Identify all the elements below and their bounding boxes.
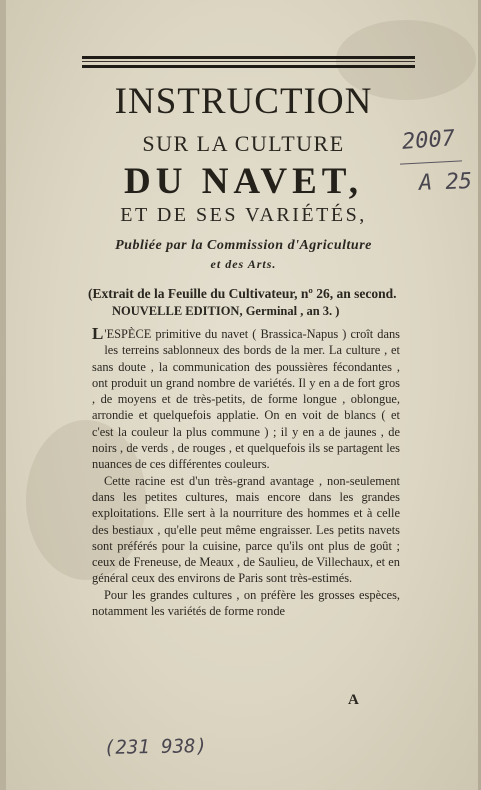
paragraph-1-text: 'ESPÈCE primitive du navet ( Brassica-Napus ) croît dans les terreins sablonneux des bords de la mer. La culture , et sans doute , la communication des poussières fécondantes , ont produit un grand nombre de variétés. Il y en a de fort gros , de moyens et de très-petits, de forme longue , oblongue, arrondie et quelquefois applatie. On en voit de blancs ( et c'est la couleur la plus commune ) ; il y en a de jaunes , de noirs , de verds , de rouges , et quelquefois ils se partagent les nuances de ces différentes couleurs.	[92, 327, 400, 472]
paragraph-3: Pour les grandes cultures , on préfère les grosses espèces, notamment les variétés de forme ronde	[92, 587, 400, 619]
handwritten-shelfmark-top: 2007	[401, 126, 456, 155]
extract-note: (Extrait de la Feuille du Cultivateur, nº 26, an second.	[88, 286, 397, 301]
header-double-rule	[82, 56, 415, 68]
edition-note: NOUVELLE EDITION, Germinal , an 3. )	[112, 304, 340, 318]
publisher-line-2: et des Arts.	[210, 257, 277, 271]
paragraph-2: Cette racine est d'un très-grand avantage , non-seulement dans les petites cultures, mais encore dans les grandes exploitations. Elle sert à la nourriture des hommes et à celle des bestiaux , qu'elle peut même engraisser. Les petits navets sont préférés pour la cuisine, parce qu'ils ont plus de goût ; ceux de Freneuse, de Meaux , de Saulieu, de Villechaux, et en général ceux des environs de Paris sont très-estimés.	[92, 473, 400, 586]
drop-cap: L	[92, 324, 104, 343]
title-line-4: ET DE SES VARIÉTÉS,	[120, 204, 367, 226]
handwritten-shelfmark-bottom: A 25	[418, 169, 473, 196]
publisher-line-1: Publiée par la Commission d'Agriculture	[115, 238, 372, 253]
paragraph-1	[92, 326, 400, 473]
title-line-1: INSTRUCTION	[114, 81, 373, 122]
signature-mark: A	[348, 692, 359, 708]
handwritten-inventory-number: (231 938)	[103, 735, 208, 759]
title-line-2: SUR LA CULTURE	[142, 131, 345, 156]
body-text	[92, 326, 400, 619]
title-line-3: DU NAVET,	[124, 161, 363, 202]
